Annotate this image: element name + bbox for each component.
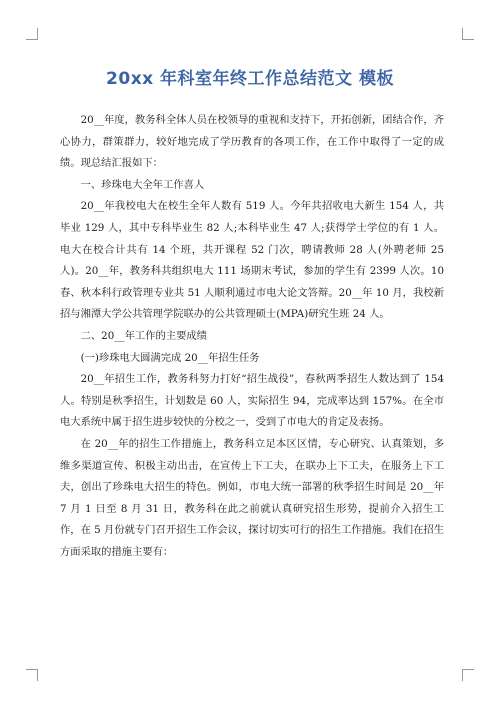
body-paragraph: 20__年招生工作，教务科努力打好“招生战役”，春秋两季招生人数达到了 154 人。特别是秋季招生，计划数是 60 人，实际招生 94，完成率达到 157%。在全市电大系统中属于招生进步较快的分校之一，受到了市电大的肯定及表扬。 — [60, 373, 444, 429]
subsection-heading-1: (一)珍珠电大圆满完成 20__年招生任务 — [80, 351, 260, 364]
document-title: 20xx 年科室年终工作总结范文 模板 — [106, 69, 394, 89]
section-heading-1: 一、珍珠电大全年工作喜人 — [80, 178, 205, 191]
document-body — [60, 110, 444, 563]
body-paragraph: 在 20__年的招生工作措施上，教务科立足本区区情，专心研究、认真策划，多维多渠道宣传、积极主动出击，在宣传上下工夫，在联办上下工夫，在服务上下工夫，创出了珍珠电大招生的特色。例如，市电大统一部署的秋季招生时间是 20__年 7 月 1 日至 8 月 31 日，教务科在此之前就认真研究招生形势，提前介入招生工作，在 5 月份就专门召开招生工作会议，探讨切实可行的招生工作措施。我们在招生方面采取的措施主要有： — [60, 437, 444, 558]
page-corner-mark-top-right — [462, 28, 474, 40]
page-corner-mark-top-left — [26, 28, 38, 40]
section-heading-2: 二、20__年工作的主要成绩 — [80, 329, 207, 342]
intro-paragraph: 20__年度，教务科全体人员在校领导的重视和支持下，开拓创新，团结合作，齐心协力，群策群力，较好地完成了学历教育的各项工作，在工作中取得了一定的成绩。现总结汇报如下： — [60, 114, 444, 170]
page-corner-mark-bottom-right — [462, 669, 474, 681]
page-corner-mark-bottom-left — [26, 669, 38, 681]
body-paragraph: 20__年我校电大在校生全年人数有 519 人。今年共招收电大新生 154 人，共毕业 129 人，其中专科毕业生 82 人;本科毕业生 47 人;获得学士学位的有 1 人。电大在校合计共有 14 个班，共开课程 52 门次，聘请教师 28 人(外聘老师 25 人)。20__年，教务科共组织电大 111 场期末考试，参加的学生有 2399 人次。10 春、秋本科行政管理专业共 51 人顺利通过市电大论文答辩。20__年 10 月，我校新招与湘潭大学公共管理学院联办的公共管理硕士(MPA)研究生班 24 人。 — [60, 200, 444, 321]
